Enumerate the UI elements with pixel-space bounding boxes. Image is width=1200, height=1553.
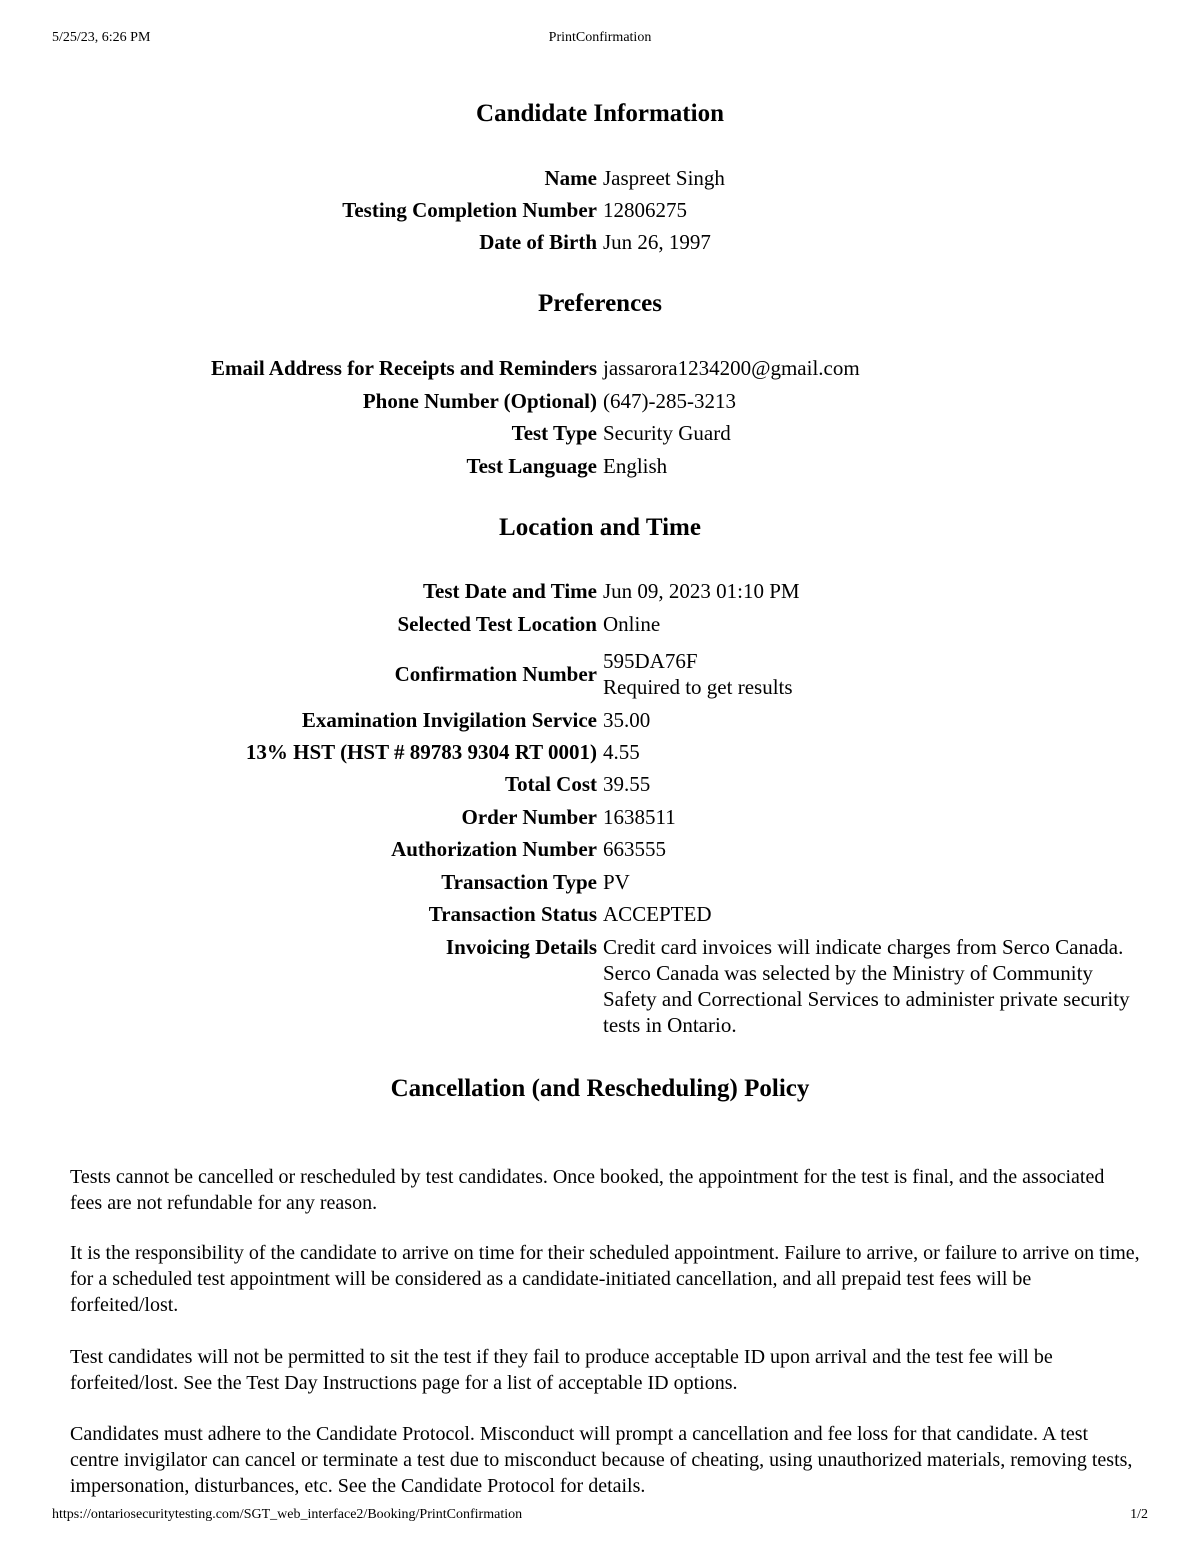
info-label: Date of Birth — [479, 230, 597, 254]
page-number: 1/2 — [1130, 1507, 1148, 1522]
info-value: PV — [603, 870, 630, 894]
info-label: Testing Completion Number — [342, 198, 597, 222]
info-value: 35.00 — [603, 708, 651, 732]
info-label: Selected Test Location — [397, 612, 597, 636]
info-label: Phone Number (Optional) — [362, 389, 597, 413]
info-value: English — [603, 454, 668, 478]
policy-paragraph: Test candidates will not be permitted to sit the test if they fail to produce acceptable ID upon arrival and the test fee will be forfeited/lost. See the Test Day Instructions page for a list of acceptable ID options. — [70, 1346, 1053, 1394]
candidate-information-heading: Candidate Information — [476, 100, 724, 127]
info-value: jassarora1234200@gmail.com — [603, 356, 860, 380]
info-label: Confirmation Number — [394, 662, 597, 686]
info-label: Total Cost — [505, 772, 597, 796]
policy-paragraph: Tests cannot be cancelled or rescheduled by test candidates. Once booked, the appointment for the test is final, and the associated fees are not refundable for any reason. — [70, 1166, 1105, 1214]
info-label: Test Date and Time — [422, 579, 597, 603]
print-date: 5/25/23, 6:26 PM — [52, 30, 151, 45]
info-value: Online — [603, 612, 661, 636]
print-header — [52, 30, 1148, 50]
print-page-title: PrintConfirmation — [548, 30, 652, 45]
location-and-time-heading: Location and Time — [499, 514, 701, 541]
cancellation-policy-heading: Cancellation (and Rescheduling) Policy — [390, 1075, 810, 1102]
preferences-heading: Preferences — [538, 290, 662, 317]
info-label: Transaction Status — [428, 902, 597, 926]
print-footer — [52, 1507, 1148, 1527]
info-label: 13% HST (HST # 89783 9304 RT 0001) — [245, 740, 597, 764]
info-value: 39.55 — [603, 772, 651, 796]
info-value: (647)-285-3213 — [603, 389, 736, 413]
info-label: Examination Invigilation Service — [301, 708, 597, 732]
info-value: Jun 09, 2023 01:10 PM — [603, 579, 800, 603]
confirmation-number-note: Required to get results — [603, 675, 793, 699]
info-value: Jun 26, 1997 — [603, 230, 711, 254]
info-label: Authorization Number — [391, 837, 597, 861]
info-label: Order Number — [461, 805, 597, 829]
info-value: Jaspreet Singh — [603, 166, 725, 190]
info-value: 663555 — [603, 837, 666, 861]
policy-paragraph: Candidates must adhere to the Candidate Protocol. Misconduct will prompt a cancellation and fee loss for that candidate. A test centre invigilator can cancel or terminate a test due to misconduct because of cheating, using unauthorized materials, removing tests, impersonation, disturbances, etc. See the Candidate Protocol for details. — [70, 1423, 1133, 1497]
print-url: https://ontariosecuritytesting.com/SGT_web_interface2/Booking/PrintConfirmation — [52, 1507, 523, 1522]
info-label: Test Type — [511, 421, 597, 445]
info-label: Email Address for Receipts and Reminders — [211, 356, 597, 380]
policy-paragraph: It is the responsibility of the candidate to arrive on time for their scheduled appointment. Failure to arrive, or failure to arrive on time, for a scheduled test appointment will be considered as a candidate-initiated cancellation, and all prepaid test fees will be forfeited/lost. — [70, 1242, 1140, 1316]
info-label: Test Language — [466, 454, 597, 478]
info-label: Name — [544, 166, 597, 190]
info-value: 12806275 — [603, 198, 687, 222]
info-value: 1638511 — [603, 805, 676, 829]
info-value: ACCEPTED — [603, 902, 712, 926]
invoicing-details-text: Credit card invoices will indicate charges from Serco Canada. Serco Canada was selected by the Ministry of Community Safety and Correctional Services to administer private security tests in Ontario. — [603, 935, 1130, 1037]
info-value: Security Guard — [603, 421, 731, 445]
info-value: 4.55 — [603, 740, 640, 764]
info-label: Transaction Type — [441, 870, 597, 894]
info-label: Invoicing Details — [445, 935, 597, 959]
confirmation-number-value: 595DA76F — [603, 649, 698, 673]
